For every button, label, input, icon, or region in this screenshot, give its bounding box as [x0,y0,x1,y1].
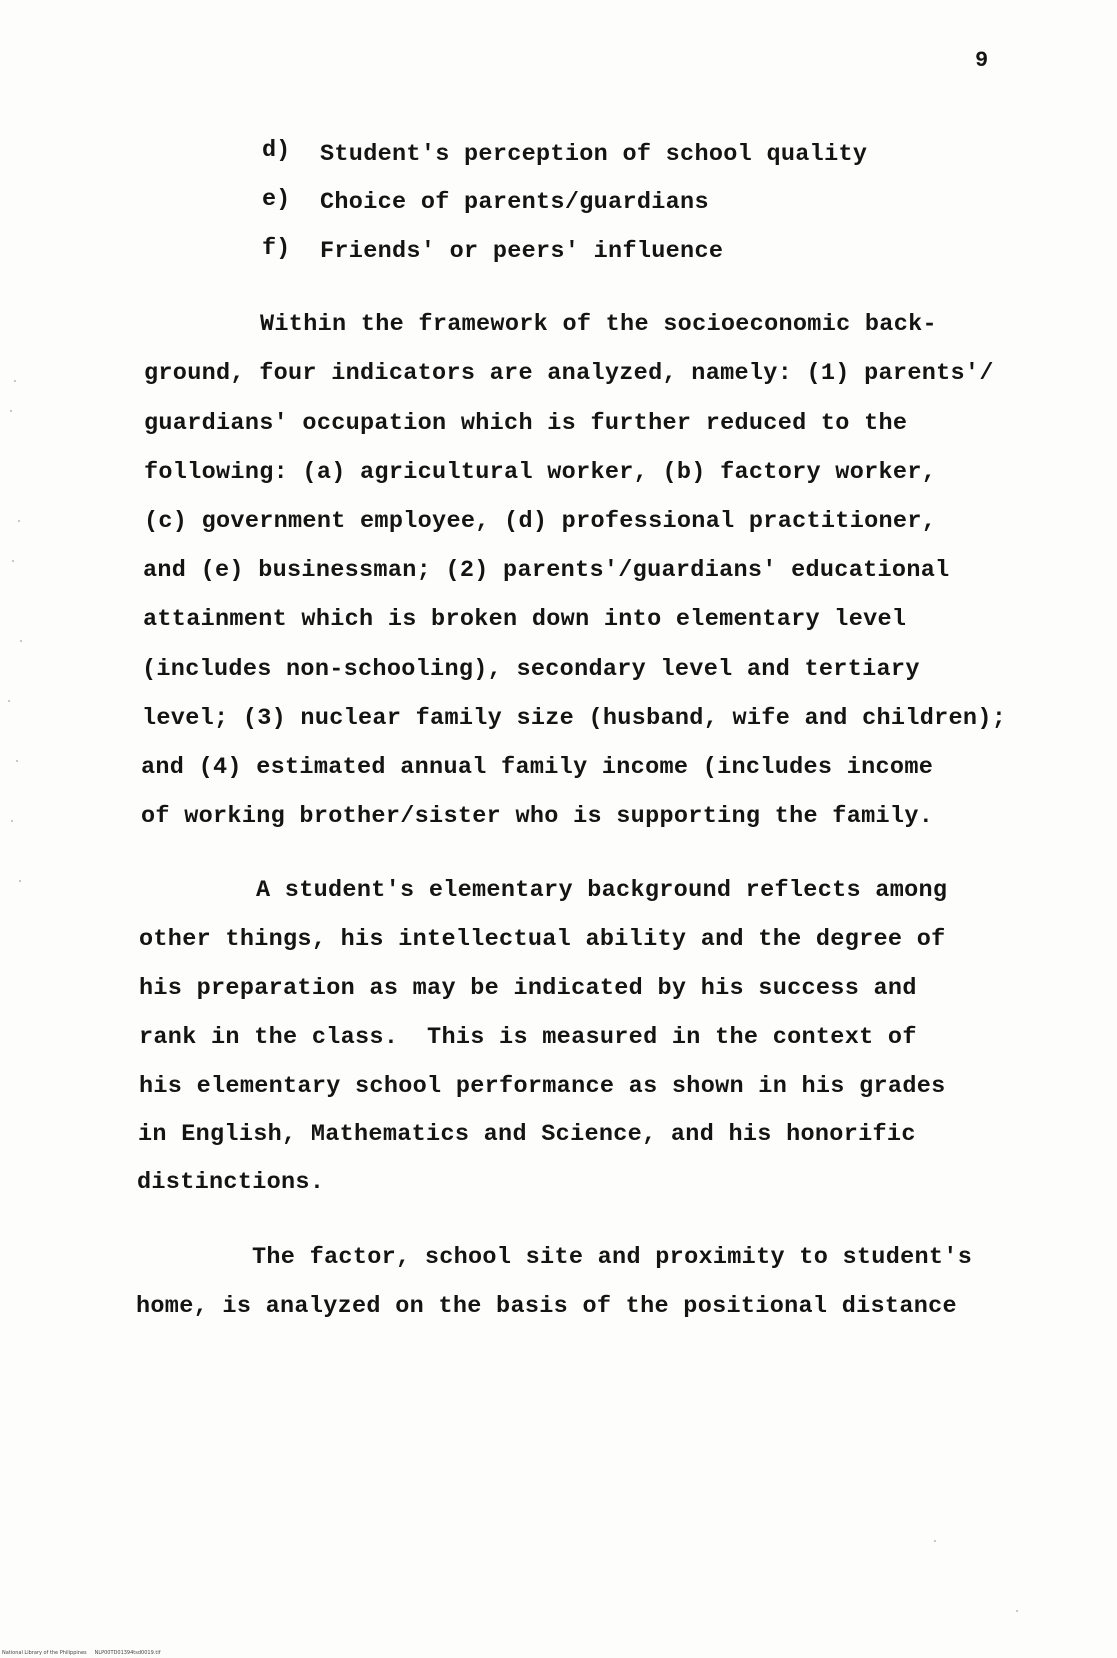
paragraph-line: A student's elementary background reflects among [256,877,948,904]
paragraph-line: level; (3) nuclear family size (husband, wife and children); [142,705,1007,732]
paragraph-line: his preparation as may be indicated by his success and [139,975,917,1002]
paragraph-line: and (e) businessman; (2) parents'/guardians' educational [143,557,950,584]
paragraph-line: and (4) estimated annual family income (includes income [141,754,934,781]
scan-footer: National Library of the Philippines NLP00TD01394tsd0019.tif [2,1650,161,1656]
paragraph-line: Within the framework of the socioeconomic back- [260,311,937,338]
paragraph-line: (includes non-schooling), secondary level and tertiary [142,656,920,683]
paragraph-line: (c) government employee, (d) professional practitioner, [144,508,937,535]
list-item-text: Student's perception of school quality [320,141,868,168]
paragraph-line: attainment which is broken down into elementary level [143,606,907,633]
list-item-text: Choice of parents/guardians [320,189,709,216]
paragraph-line: other things, his intellectual ability and the degree of [139,926,946,953]
paragraph-line: in English, Mathematics and Science, and his honorific [138,1121,916,1148]
page-number: 9 [975,48,989,73]
paragraph-line: guardians' occupation which is further reduced to the [144,410,908,437]
list-item-label: d) [262,137,291,164]
paragraph-line: home, is analyzed on the basis of the positional distance [136,1293,957,1320]
paragraph-line: of working brother/sister who is supporting the family. [141,803,934,830]
paragraph-line: The factor, school site and proximity to student's [252,1244,973,1271]
paragraph-line: rank in the class. This is measured in the context of [139,1024,917,1051]
paragraph-line: his elementary school performance as shown in his grades [139,1073,946,1100]
paragraph-line: ground, four indicators are analyzed, namely: (1) parents'/ [144,360,994,387]
paragraph-line: distinctions. [137,1169,325,1196]
list-item-label: e) [262,186,291,213]
paragraph-line: following: (a) agricultural worker, (b) factory worker, [144,459,937,486]
list-item-label: f) [262,235,291,262]
list-item-text: Friends' or peers' influence [320,238,724,265]
